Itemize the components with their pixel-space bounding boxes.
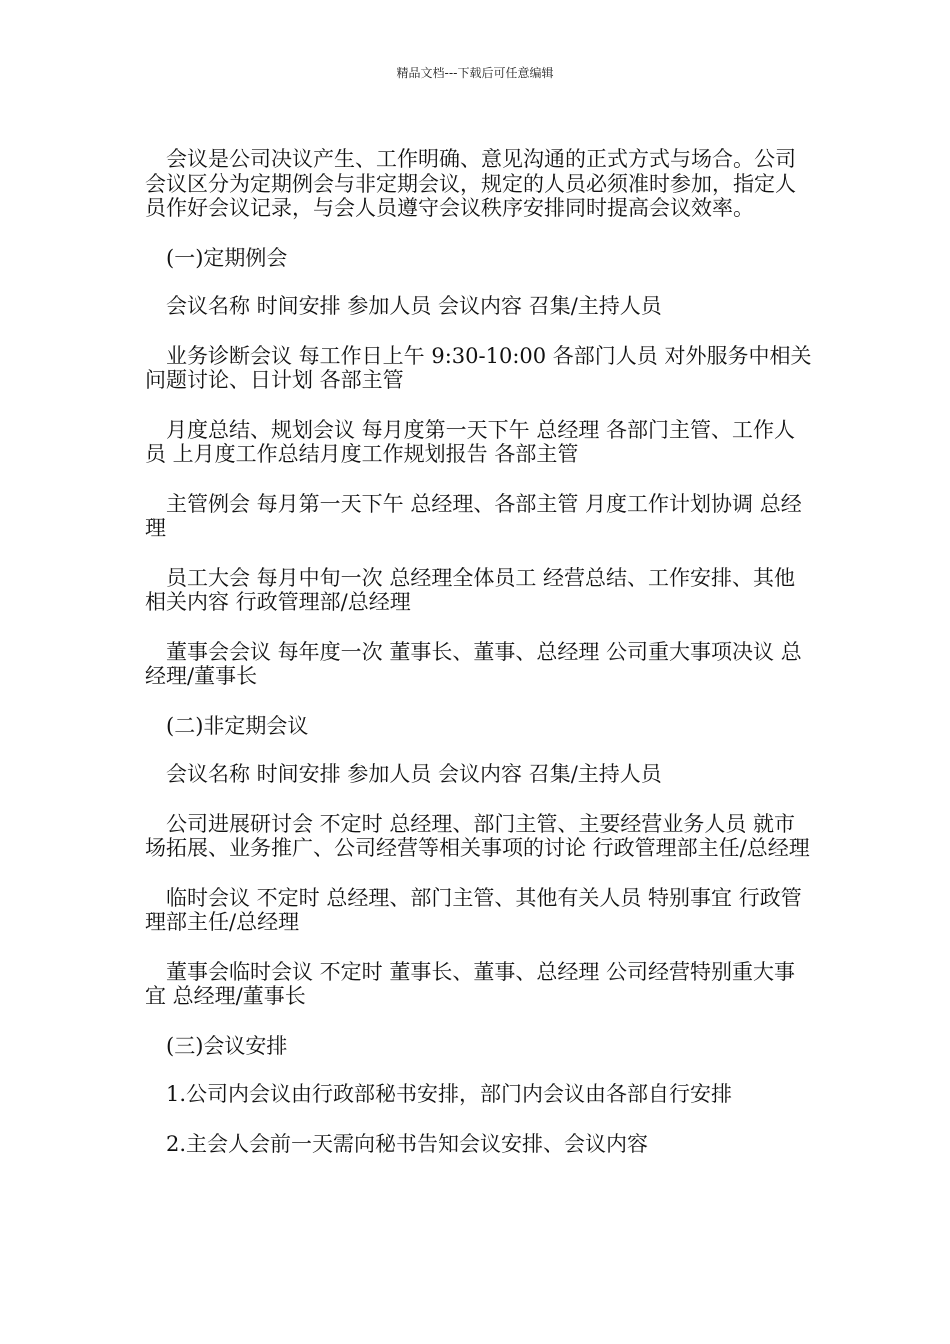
table-header-line: 会议名称 时间安排 参加人员 会议内容 召集/主持人员 [166,762,662,786]
section-heading-meeting-arrangement: (三)会议安排 [166,1033,288,1058]
arrangement-item: 2.主会人会前一天需向秘书告知会议安排、会议内容 [166,1131,649,1156]
meeting-entry: 员工大会 每月中旬一次 总经理全体员工 经营总结、工作安排、其他相关内容 行政管理部/总经理 [145,565,796,614]
meeting-entry: 业务诊断会议 每工作日上午 9:30-10:00 各部门人员 对外服务中相关问题讨论、日计划 各部主管 [145,343,812,392]
section-heading-regular-meetings: (一)定期例会 [166,245,288,270]
meeting-entry: 董事会临时会议 不定时 董事长、董事、总经理 公司经营特别重大事宜 总经理/董事长 [145,959,796,1008]
intro-paragraph: 会议是公司决议产生、工作明确、意见沟通的正式方式与场合。公司会议区分为定期例会与非定期会议，规定的人员必须准时参加，指定人员作好会议记录，与会人员遵守会议秩序安排同时提高会议效率。 [145,147,796,220]
document-body [145,147,815,1181]
page-header: 精品文档---下载后可任意编辑 [396,66,554,80]
table-header-line: 会议名称 时间安排 参加人员 会议内容 召集/主持人员 [166,294,662,318]
meeting-entry: 月度总结、规划会议 每月度第一天下午 总经理 各部门主管、工作人员 上月度工作总结月度工作规划报告 各部主管 [145,417,796,466]
meeting-entry: 主管例会 每月第一天下午 总经理、各部主管 月度工作计划协调 总经理 [145,491,802,540]
arrangement-item: 1.公司内会议由行政部秘书安排，部门内会议由各部自行安排 [166,1082,733,1106]
section-heading-irregular-meetings: (二)非定期会议 [166,713,309,738]
meeting-entry: 临时会议 不定时 总经理、部门主管、其他有关人员 特别事宜 行政管理部主任/总经理 [145,885,802,934]
meeting-entry: 董事会会议 每年度一次 董事长、董事、总经理 公司重大事项决议 总经理/董事长 [145,639,802,688]
meeting-entry: 公司进展研讨会 不定时 总经理、部门主管、主要经营业务人员 就市场拓展、业务推广、公司经营等相关事项的讨论 行政管理部主任/总经理 [145,811,810,860]
